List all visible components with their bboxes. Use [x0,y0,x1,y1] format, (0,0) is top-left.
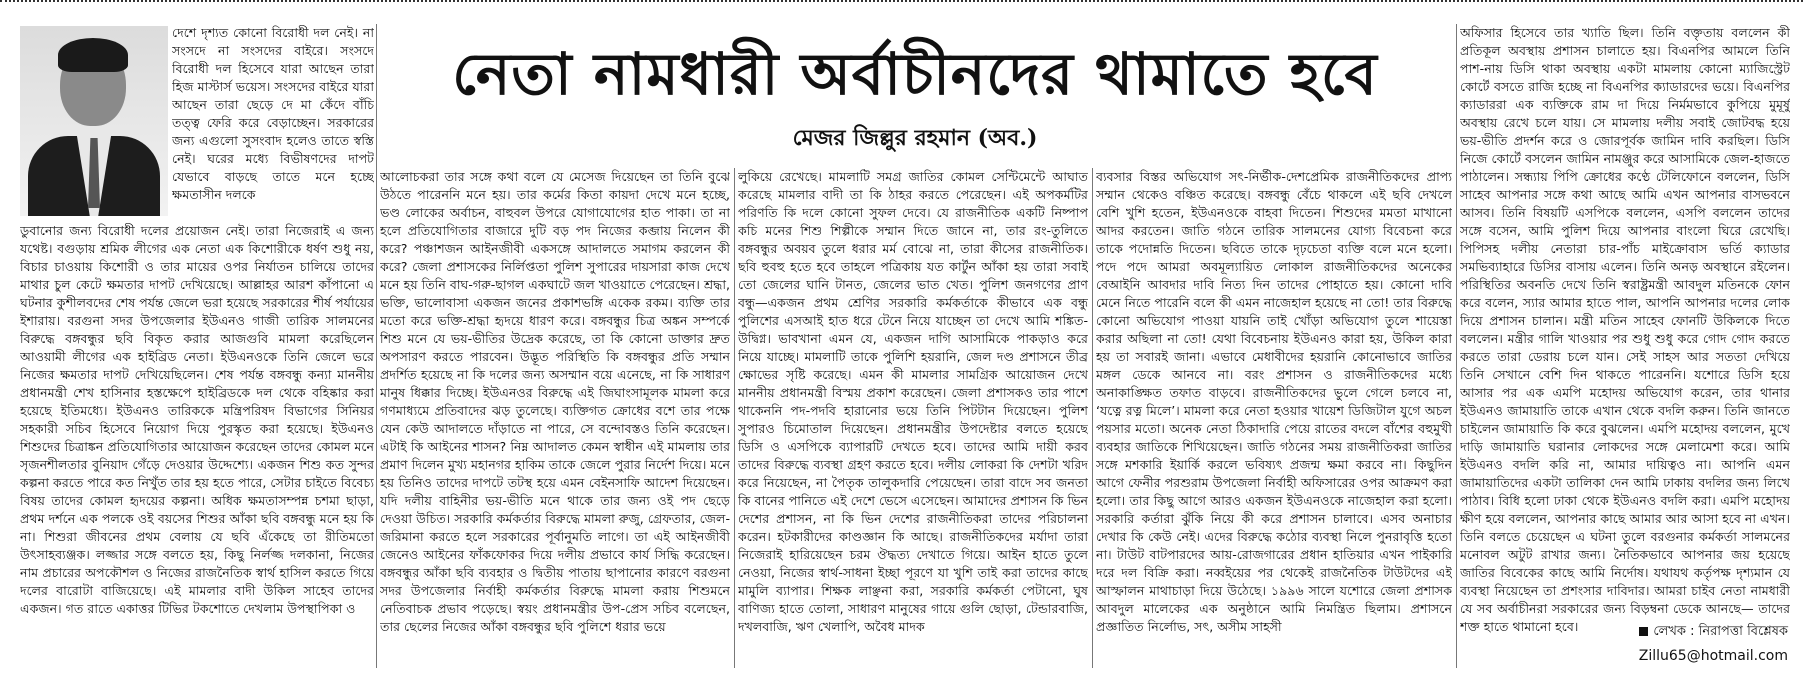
author-photo [20,26,168,216]
article-column-5 [1460,24,1790,644]
column-divider [1092,168,1093,668]
article-column-2 [380,168,730,668]
writer-label: লেখক : নিরাপত্তা বিশ্লেষক [1653,624,1788,639]
column-text: লুকিয়ে রেখেছে। মামলাটি সমগ্র জাতির কোমল সেন্টিমেন্টে আঘাত করেছে মামলার বাদী তা কি ঠাহর করতে পেরেছেন। এই অপকর্মটির পরিণতি কি দলে কোনো সুফল দেবে। যে রাজনীতিক একটি নিষ্পাপ কচি মনের শিশু শিল্পীকে সম্মান দিতে জানে না, তার রং-তুলিতে বঙ্গবন্ধুর অবয়ব তুলে ধরার মর্ম বোঝে না, তারা কীসের রাজনীতিক। ছবি হুবহু হতে হবে তাহলে পত্রিকায় যত কার্টুন আঁকা হয় তারা সবাই তো জেলের ঘানি টানত, জেলের ভাত খেত। পুলিশ জনগণের প্রাণ বন্ধু—একজন প্রথম শ্রেণির সরকারি কর্মকর্তাকে কীভাবে এক বন্ধু পুলিশের এসআই হাত ধরে টেনে নিয়ে যাচ্ছেন তা দেখে আমি শঙ্কিত-উদ্বিগ্ন। ভাবখানা এমন যে, একজন দাগি আসামিকে পাকড়াও করে নিয়ে যাচ্ছে। মামলাটি তাকে পুলিশি হয়রানি, জেল দণ্ড প্রশাসনে তীব্র ক্ষোভের সৃষ্টি করেছে। এমন কী মামলার সামগ্রিক আয়োজন দেখে মাননীয় প্রধানমন্ত্রী বিস্ময় প্রকাশ করেছেন। জেলা প্রশাসকও তার পাশে থাকেননি পদ-পদবি হারানোর ভয়ে তিনি পিটটান দিয়েছেন। পুলিশ সুপারও চিমোতাল দিয়েছেন। প্রধানমন্ত্রীর উপদেষ্টার বলতে হয়েছে ডিসি ও এসপিকে ব্যাপারটি দেখতে হবে। তাদের আমি দায়ী করব তাদের বিরুদ্ধে ব্যবস্থা গ্রহণ করতে হবে। দলীয় লোকরা কি দেশটা খরিদ করে নিয়েছেন, না পৈতৃক তালুকদারি পেয়েছেন। তারা বাদে সব জনতা কি বানের পানিতে এই দেশে ভেসে এসেছেন। আমাদের প্রশাসন কি ভিন দেশের প্রশাসন, না কি ভিন দেশের রাজনীতিকরা তাদের পরিচালনা করেন। হটকারীদের কাণ্ডজ্ঞান কি আছে। রাজনীতিকদের মর্যাদা তারা নিজেরাই হারিয়েছেন চরম ঔদ্ধত্য দেখাতে গিয়ে। আইন হাতে তুলে নেওয়া, নিজের স্বার্থ-সাধনা ইচ্ছা পূরণে যা খুশি তাই করা তাদের কাছে মামুলি ব্যাপার। শিক্ষক লাঞ্ছনা করা, সরকারি কর্মকর্তা পেটানো, ঘুষ বাণিজ্য হাতে তোলা, সাধারণ মানুষের গায়ে গুলি ছোড়া, টেন্ডারবাজি, দখলবাজি, ঋণ খেলাপি, অবৈধ মাদক [738,169,1088,634]
top-dotted-rule [0,0,1803,2]
article-column-3 [738,168,1088,668]
byline: মেজর জিল্লুর রহমান (অব.) [792,125,1038,151]
column-divider [734,168,735,668]
author-email: Zillu65@hotmail.com [1638,648,1788,664]
article-column-1-top [172,24,374,218]
column-text: ব্যবসার বিস্তর অভিযোগ সৎ-নির্ভীক-দেশপ্রেমিক রাজনীতিকদের প্রাপ্য সম্মান থেকেও বঞ্চিত করেছে। বঙ্গবন্ধু বেঁচে থাকলে এই ছবি দেখলে বেশি খুশি হতেন, ইউএনওকে বাহবা দিতেন। শিশুদের মমতা মাখানো আদর করতেন। জাতি গঠনে তারিক সালমনের যোগ্য বিবেচনা করে তাকে পদোন্নতি দিতেন। ছবিতে তাকে দৃঢ়চেতা ব্যক্তি বলে মনে হলো। পদে পদে আমরা অবমূল্যায়িত লোকাল রাজনীতিকদের অনেকের বেআইনি আবদার দাবি নিত্য দিন তাদের পোহাতে হয়। কোনো দাবি মেনে নিতে পারেনি বলে কী এমন নাজেহাল হয়েছে না তো! তার বিরুদ্ধে কোনো অভিযোগ পাওয়া যায়নি তাই খোঁড়া অভিযোগ তুলে শায়েস্তা করার অছিলা না তো! যেথা বিবেচনায় ইউএনও কারা হয়, উকিল কারা হয় তা সবারই জানা। এভাবে মেধাবীদের হয়রানি কোনোভাবে জাতির মঙ্গল ডেকে আনবে না। বরং প্রশাসন ও রাজনীতিকদের মধ্যে অনাকাঙ্ক্ষিত তফাত বাড়বে। রাজনীতিকদের ভুলে গেলে চলবে না, ‘যত্নে রত্ন মিলে’। মামলা করে নেতা হওয়ার খায়েশ ডিজিটাল যুগে অচল পয়সার মতো। অনেক নেতা ঠিকাদারি পেয়ে রাতের বদলে বাঁশের বহুমুখী ব্যবহার জাতিকে শিখিয়েছেন। জাতি গঠনের সময় রাজনীতিকরা জাতির সঙ্গে মশকারি ইয়ার্কি করলে ভবিষ্যৎ প্রজন্ম ক্ষমা করবে না। কিছুদিন আগে ফেনীর পরশুরাম উপজেলা নির্বাহী অফিসারের ওপর আক্রমণ করা হলো। তার কিছু আগে আরও একজন ইউএনওকে নাজেহাল করা হলো। সরকারি কর্তারা ঝুঁকি নিয়ে কী করে প্রশাসন চালাবে। এসব অনাচার দেখার কি কেউ নেই। এদের বিরুদ্ধে কঠোর ব্যবস্থা নিলে পুনরাবৃত্তি হতো না। টাউট বাটপারদের আয়-রোজগারের প্রধান হাতিয়ার এখন পাইকারি দরে দল বিক্রি করা। নব্বইয়ের পর থেকেই রাজনৈতিক টাউটদের এই আস্ফালন মাথাচাড়া দিয়ে উঠেছে। ১৯৯৬ সালে যশোরে জেলা প্রশাসক আবদুল মালেকের এক অনুষ্ঠানে আমি নিমন্ত্রিত ছিলাম। প্রশাসনে প্রজ্ঞাতিত নির্লোভ, সৎ, অসীম সাহসী [1096,169,1452,634]
article-column-4 [1096,168,1452,668]
column-text: আলোচকরা তার সঙ্গে কথা বলে যে মেসেজ দিয়েছেন তা তিনি বুঝে উঠতে পারেননি মনে হয়। তার কর্মের কিতা কায়দা দেখে মনে হচ্ছে, ভণ্ড লোকের অর্বাচন, বাহুবল উপরে যোগাযোগের হাত পাকা। তা না হলে প্রতিযোগিতার বাজারে দুটি বড় পদ নিজের কব্জায় নিলেন কী করে? পঞ্চাশজন আইনজীবী একসঙ্গে আদালতে সমাগম করলেন কী করে? জেলা প্রশাসকের নির্লিপ্ততা পুলিশ সুপারের দায়সারা কাজ দেখে মনে হয় তিনি বাঘ-গরু-ছাগল একঘাটে জল খাওয়াতে পেরেছেন। শ্রদ্ধা, ভক্তি, ভালোবাসা একজন জনের প্রকাশভঙ্গি একেক রকম। ব্যক্তি তার মতো করে ভক্তি-শ্রদ্ধা হৃদয়ে ধারণ করে। বঙ্গবন্ধুর চিত্র অঙ্কন সম্পর্কে শিশু মনে যে ভয়-ভীতির উদ্রেক করেছে, তা কি কোনো ডাক্তার দ্রুত অপসারণ করতে পারবেন। উদ্ভূত পরিস্থিতি কি বঙ্গবন্ধুর প্রতি সম্মান প্রদর্শিত হয়েছে না কি দলের জন্য অসম্মান বয়ে এনেছে, না কি সাধারণ মানুষ ধিক্কার দিচ্ছে। ইউএনওর বিরুদ্ধে এই জিঘাংসামূলক মামলা করে গণমাধ্যমে প্রতিবাদের ঝড় তুলেছে। ব্যক্তিগত ক্রোধের বশে তার পক্ষে যেন কেউ আদালতে দাঁড়াতে না পারে, সে বন্দোবস্তও তিনি করেছেন। এটাই কি আইনের শাসন? নিম্ন আদালত কেমন স্বাধীন এই মামলায় তার প্রমাণ দিলেন মুখ্য মহানগর হাকিম তাকে জেলে পুরার নির্দেশ দিয়ে। মনে হয় তিনিও তাদের দাপটে তটস্থ হয়ে এমন বেইনসাফি আদেশ দিয়েছেন। যদি দলীয় বাহিনীর ভয়-ভীতি মনে থাকে তার জন্য ওই পদ ছেড়ে দেওয়া উচিত। সরকারি কর্মকর্তার বিরুদ্ধে মামলা রুজু, গ্রেফতার, জেল-জরিমানা করতে হলে সরকারের পূর্বানুমতি লাগে। তা এই আইনজীবী জেনেও আইনের ফাঁকফোকর দিয়ে দলীয় প্রভাবে কার্য সিদ্ধি করেছেন। বঙ্গবন্ধুর আঁকা ছবি ব্যবহার ও দ্বিতীয় পাতায় ছাপানোর কারণে বরগুনা সদর উপজেলার নির্বাহী কর্মকর্তার বিরুদ্ধে মামলা করায় শিশুমনে নেতিবাচক প্রভাব পড়েছে। স্বয়ং প্রধানমন্ত্রীর উপ-প্রেস সচিব বলেছেন, তার ছেলের নিজের আঁকা বঙ্গবন্ধুর ছবি পুলিশে ধরার ভয়ে [380,169,730,634]
article-column-1-bottom [20,222,374,668]
square-bullet-icon [1639,627,1648,636]
column-text: অফিসার হিসেবে তার খ্যাতি ছিল। তিনি বক্তৃতায় বললেন কী প্রতিকূল অবস্থায় প্রশাসন চালাতে হয়। বিএনপির আমলে তিনি পাশ-নায় ডিসি থাকা অবস্থায় একটা মামলায় কোনো ম্যাজিস্ট্রেট কোর্টে বসতে রাজি হচ্ছে না বিএনপির ক্যাডারদের ভয়ে। বিএনপির ক্যাডাররা এক ব্যক্তিকে রাম দা দিয়ে নির্মমভাবে কুপিয়ে মুমূর্ষু অবস্থায় রেখে চলে যায়। সে মামলায় দলীয় সবাই জোটবদ্ধ হয়ে ভয়-ভীতি প্রদর্শন করে ও জোরপূর্বক জামিন দাবি করছিল। ডিসি নিজে কোর্টে বসলেন জামিন নামঞ্জুর করে আসামিকে জেল-হাজতে পাঠালেন। সন্ধ্যায় পিপি ক্রোধের কণ্ঠে টেলিফোনে বললেন, ডিসি সাহেব আপনার সঙ্গে কথা আছে আমি এখন আপনার বাসভবনে আসব। তিনি বিষয়টি এসপিকে বললেন, এসপি বললেন তাদের সঙ্গে বসেন, আমি পুলিশ দিয়ে আপনার বাংলো ঘিরে রেখেছি। পিপিসহ দলীয় নেতারা চার-পাঁচ মাইক্রোবাস ভর্তি ক্যাডার সমভিব্যাহারে ডিসির বাসায় এলেন। তিনি অনড় অবস্থানে রইলেন। পরিস্থিতির অবনতি দেখে তিনি স্বরাষ্ট্রমন্ত্রী আবদুল মতিনকে ফোন করে বলেন, স্যার আমার হাতে পাল, আপনি আপনার দলের লোক দিয়ে প্রশাসন চালান। মন্ত্রী মতিন সাহেব ফোনটি উকিলকে দিতে বললেন। মন্ত্রীর গালি খাওয়ার পর শুধু শুধু করে গোদ গোদ করতে করতে তারা ডেরায় চলে যান। সেই সাহস আর সততা দেখিয়ে তিনি সেখানে বেশি দিন থাকতে পারেননি। যশোরে ডিসি হয়ে আসার পর এক এমপি মহোদয় অভিযোগ করেন, তার থানার ইউএনও জামায়াতি তাকে এখান থেকে বদলি করুন। তিনি জানতে চাইলেন জামায়াতি কি করে বুঝলেন। এমপি মহোদয় বললেন, মুখে দাড়ি জামায়াতি ঘরানার লোকদের সঙ্গে মেলামেশা করে। আমি ইউএনও বদলি করি না, আমার দায়িত্বও না। আপনি এমন জামায়াতিদের একটা তালিকা দেন আমি ঢাকায় বদলির জন্য লিখে পাঠাব। বিধি হলো ঢাকা থেকে ইউএনও বদলি করা। এমপি মহোদয় ক্ষীণ হয়ে বললেন, আপনার কাছে আমার আর আসা হবে না এখন। তিনি বলতে চেয়েছেন এ ঘটনা তুলে বরগুনার কর্মকর্তা সালমনের মনোবল অটুট রাখার জন্য। নৈতিকভাবে আপনার জয় হয়েছে জাতির বিবেকের কাছে আমি নির্দোষ। যথাযথ কর্তৃপক্ষ দৃশ্যমান যে ব্যবস্থা নিয়েছেন তা প্রশংসার দাবিদার। আমরা চাইব নেতা নামধারী যে সব অর্বাচীনরা সরকারের জন্য বিড়ম্বনা ডেকে আনছে— তাদের শক্ত হাতে থামানো হবে। [1460,25,1790,634]
column-text: ডুবানোর জন্য বিরোধী দলের প্রয়োজন নেই। তারা নিজেরাই এ জন্য যথেষ্ট। বগুড়ায় শ্রমিক লীগের এক নেতা এক কিশোরীকে ধর্ষণ শুধু নয়, বিচার চাওয়ায় কিশোরী ও তার মায়ের ওপর নির্যাতন চালিয়ে তাদের মাথার চুল কেটে ক্ষমতার দাপট দেখিয়েছে। আল্লাহর আরশ কাঁপানো এ ঘটনার কুশীলবদের শেষ পর্যন্ত জেলে ভরা হয়েছে সরকারের শীর্ষ পর্যায়ের ইশারায়। বরগুনা সদর উপজেলার ইউএনও গাজী তারিক সালমনের বিরুদ্ধে বঙ্গবন্ধুর ছবি বিকৃত করার আজগুবি মামলা করেছিলেন আওয়ামী লীগের এক হাইব্রিড নেতা। ইউএনওকে তিনি জেলে ভরে নিজের ক্ষমতার দাপট দেখিয়েছিলেন। শেষ পর্যন্ত বঙ্গবন্ধু কন্যা মাননীয় প্রধানমন্ত্রী শেখ হাসিনার হস্তক্ষেপে হাইব্রিডকে দল থেকে বহিষ্কার করা হয়েছে ইতিমধ্যে। ইউএনও তারিককে মন্ত্রিপরিষদ বিভাগের সিনিয়র সহকারী সচিব হিসেবে নিয়োগ দিয়ে পুরস্কৃত করা হয়েছে। ইউএনও শিশুদের চিত্রাঙ্কন প্রতিযোগিতার আয়োজন করেছেন তাদের কোমল মনে সৃজনশীলতার বুনিয়াদ গেঁড়ে দেওয়ার উদ্দেশ্যে। একজন শিশু কত সুন্দর কল্পনা করতে পারে কত নিখুঁত তার হয় হতে পারে, সেটার চাইতে বিবেচ্য বিষয় তাদের কোমল হৃদয়ের কল্পনা। অধিক ক্ষমতাসম্পন্ন চশমা ছাড়া, প্রথম দর্শনে এক পলকে ওই বয়সের শিশুর আঁকা ছবি বঙ্গবন্ধু মনে হয় কি না। শিশুরা জীবনের প্রথম বেলায় যে ছবি এঁকেছে তা রীতিমতো উৎসাহব্যঞ্জক। লজ্জার সঙ্গে বলতে হয়, কিছু নির্লজ্জ দলকানা, নিজের নাম প্রচারের অপকৌশল ও নিজের রাজনৈতিক স্বার্থ হাসিল করতে গিয়ে দলের বারোটা বাজিয়েছে। এই মামলার বাদী উকিল সাহেব তাদের একজন। গত রাতে একাত্তর টিভির টকশোতে দেখলাম উপস্থাপিকা ও [20,223,374,616]
photo-hair-shape [58,38,128,72]
column-divider [376,24,377,668]
column-text: দেশে দৃশ্যত কোনো বিরোধী দল নেই। না সংসদে না সংসদের বাইরে। সংসদে বিরোধী দল হিসেবে যারা আছেন তারা হিজ মাস্টার্স ভয়েস। সংসদের বাইরে যারা আছেন তারা ছেড়ে দে মা কেঁদে বাঁচি তত্ত্ব ফেরি করে বেড়াচ্ছেন। সরকারের জন্য এগুলো সুসংবাদ হলেও তাতে স্বস্তি নেই। ঘরের মধ্যে বিভীষণদের দাপট যেভাবে বাড়ছে তাতে মনে হচ্ছে ক্ষমতাসীন দলকে [172,25,374,202]
column-divider [1456,24,1457,668]
writer-credit [1588,623,1788,641]
headline: নেতা নামধারী অর্বাচীনদের থামাতে হবে [452,40,1378,108]
